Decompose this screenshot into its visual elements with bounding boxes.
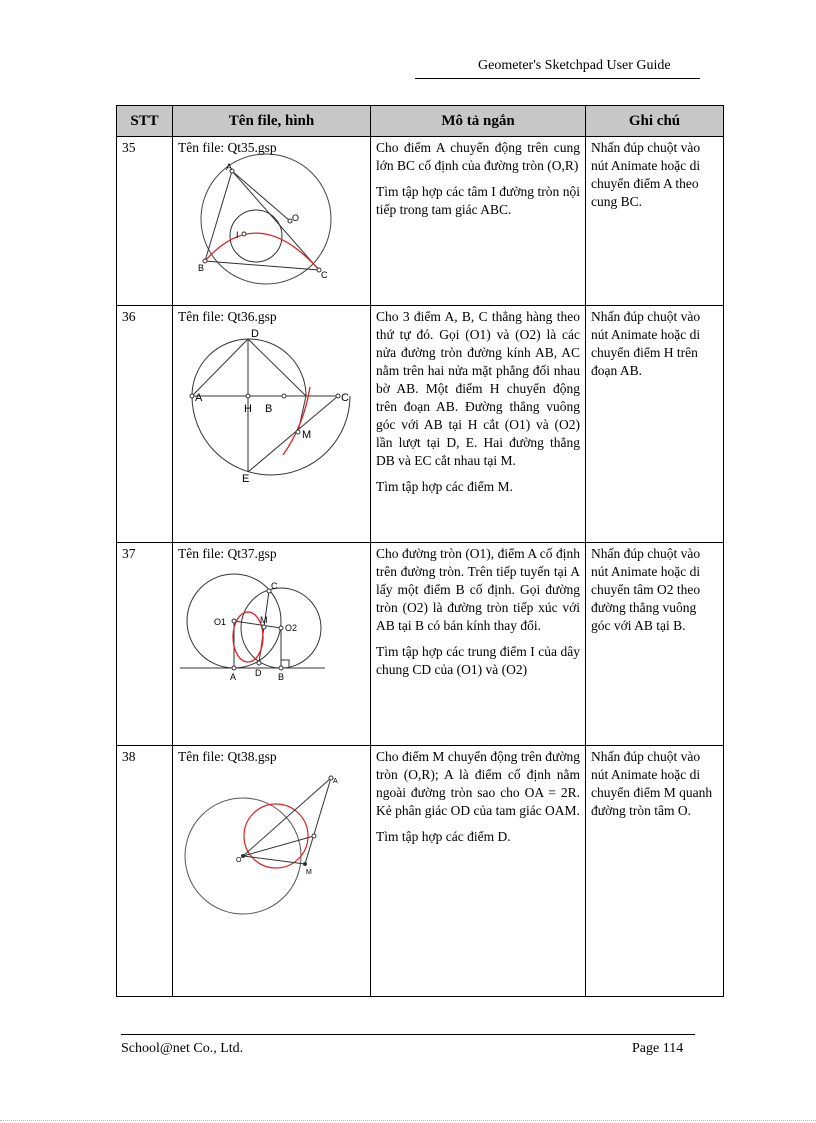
note-cell: Nhấn đúp chuột vào nút Animate hoặc di chuyển điểm H trên đoạn AB. xyxy=(586,306,724,543)
description-paragraph: Tìm tập hợp các điểm D. xyxy=(376,829,511,844)
description-paragraph: Cho 3 điểm A, B, C thẳng hàng theo thứ tự đó. Gọi (O1) và (O2) là các nửa đường tròn đường kính AB, AC nằm trên hai nửa mặt phẳng đối nhau bờ AB. Một điểm H chuyển động trên đoạn AB. Đường thẳng vuông góc với AB tại H cắt (O1) và (O2) lần lượt tại D, E. Hai đường thẳng DB và EC cắt nhau tại M. xyxy=(376,309,580,468)
description-cell xyxy=(371,543,586,746)
description-paragraph: Cho điểm A chuyển động trên cung lớn BC cố định của đường tròn (O,R) xyxy=(376,140,580,173)
column-header-note: Ghi chú xyxy=(586,106,724,137)
footer-page-number: Page 114 xyxy=(632,1041,684,1056)
figure-label: B xyxy=(265,403,273,415)
row-number: 38 xyxy=(117,746,173,997)
column-header-description: Mô tả ngắn xyxy=(371,106,586,137)
column-header-stt: STT xyxy=(117,106,173,137)
table-header-row xyxy=(117,106,724,137)
file-name: Tên file: Qt36.gsp xyxy=(178,309,277,324)
figure-label: H xyxy=(244,403,252,415)
note-cell: Nhấn đúp chuột vào nút Animate hoặc di chuyển điểm A theo cung BC. xyxy=(586,137,724,306)
figure-label: C xyxy=(341,392,349,404)
note-cell: Nhấn đúp chuột vào nút Animate hoặc di chuyển điểm M quanh đường tròn tâm O. xyxy=(586,746,724,997)
table-row xyxy=(117,137,724,306)
figure-qt38 xyxy=(178,770,338,910)
description-paragraph: Tìm tập hợp các tâm I đường tròn nội tiếp trong tam giác ABC. xyxy=(376,184,580,217)
guide-table xyxy=(116,105,724,997)
description-paragraph: Tìm tập hợp các trung điểm I của dây chung CD của (O1) và (O2) xyxy=(376,644,580,677)
figure-label: C xyxy=(271,581,278,591)
figure-label: O xyxy=(236,857,242,864)
row-number: 36 xyxy=(117,306,173,543)
figure-label: O2 xyxy=(285,623,298,633)
row-number: 35 xyxy=(117,137,173,306)
table-row xyxy=(117,746,724,997)
figure-label: E xyxy=(242,473,250,485)
figure-label: O1 xyxy=(214,617,227,627)
figure-qt37 xyxy=(178,567,328,682)
file-cell xyxy=(173,137,371,306)
column-header-file: Tên file, hình xyxy=(173,106,371,137)
description-paragraph: Tìm tập hợp các điểm M. xyxy=(376,479,513,494)
figure-label: A xyxy=(226,162,233,172)
file-cell xyxy=(173,746,371,997)
file-cell xyxy=(173,306,371,543)
figure-label: D xyxy=(251,328,259,340)
file-cell xyxy=(173,543,371,746)
note-cell: Nhấn đúp chuột vào nút Animate hoặc di chuyển tâm O2 theo đường thẳng vuông góc với AB tại B. xyxy=(586,543,724,746)
figure-label: M xyxy=(260,615,268,625)
figure-label: M xyxy=(302,429,312,441)
figure-qt36 xyxy=(178,330,348,485)
file-name: Tên file: Qt37.gsp xyxy=(178,546,277,561)
file-name: Tên file: Qt35.gsp xyxy=(178,140,277,155)
description-paragraph: Cho điểm M chuyển động trên đường tròn (O,R); A là điểm cố định nằm ngoài đường tròn sao cho OA = 2R. Kẻ phân giác OD của tam giác OAM. xyxy=(376,749,580,818)
header-title: Geometer's Sketchpad User Guide xyxy=(478,58,671,73)
figure-label: D xyxy=(255,668,262,678)
figure-qt35 xyxy=(178,161,328,279)
row-number: 37 xyxy=(117,543,173,746)
figure-label: A xyxy=(333,778,338,785)
table-row xyxy=(117,543,724,746)
file-name: Tên file: Qt38.gsp xyxy=(178,749,277,764)
figure-label: I xyxy=(236,230,239,240)
figure-label: B xyxy=(278,672,285,682)
figure-label: C xyxy=(321,270,328,280)
page-edge xyxy=(0,1120,816,1121)
figure-label: B xyxy=(198,263,205,273)
figure-label: A xyxy=(195,392,203,404)
description-cell xyxy=(371,746,586,997)
figure-label: O xyxy=(292,213,300,223)
table-row xyxy=(117,306,724,543)
description-paragraph: Cho đường tròn (O1), điểm A cố định trên đường tròn. Trên tiếp tuyến tại A lấy một điểm B cố định. Gọi đường tròn (O2) là đường tròn tiếp xúc với AB tại B có bán kính thay đổi. xyxy=(376,546,580,633)
figure-label: A xyxy=(230,672,237,682)
footer-rule xyxy=(121,1034,695,1035)
figure-label: M xyxy=(306,869,312,876)
description-cell xyxy=(371,137,586,306)
footer-company: School@net Co., Ltd. xyxy=(121,1041,244,1056)
description-cell xyxy=(371,306,586,543)
header-rule xyxy=(415,78,700,79)
